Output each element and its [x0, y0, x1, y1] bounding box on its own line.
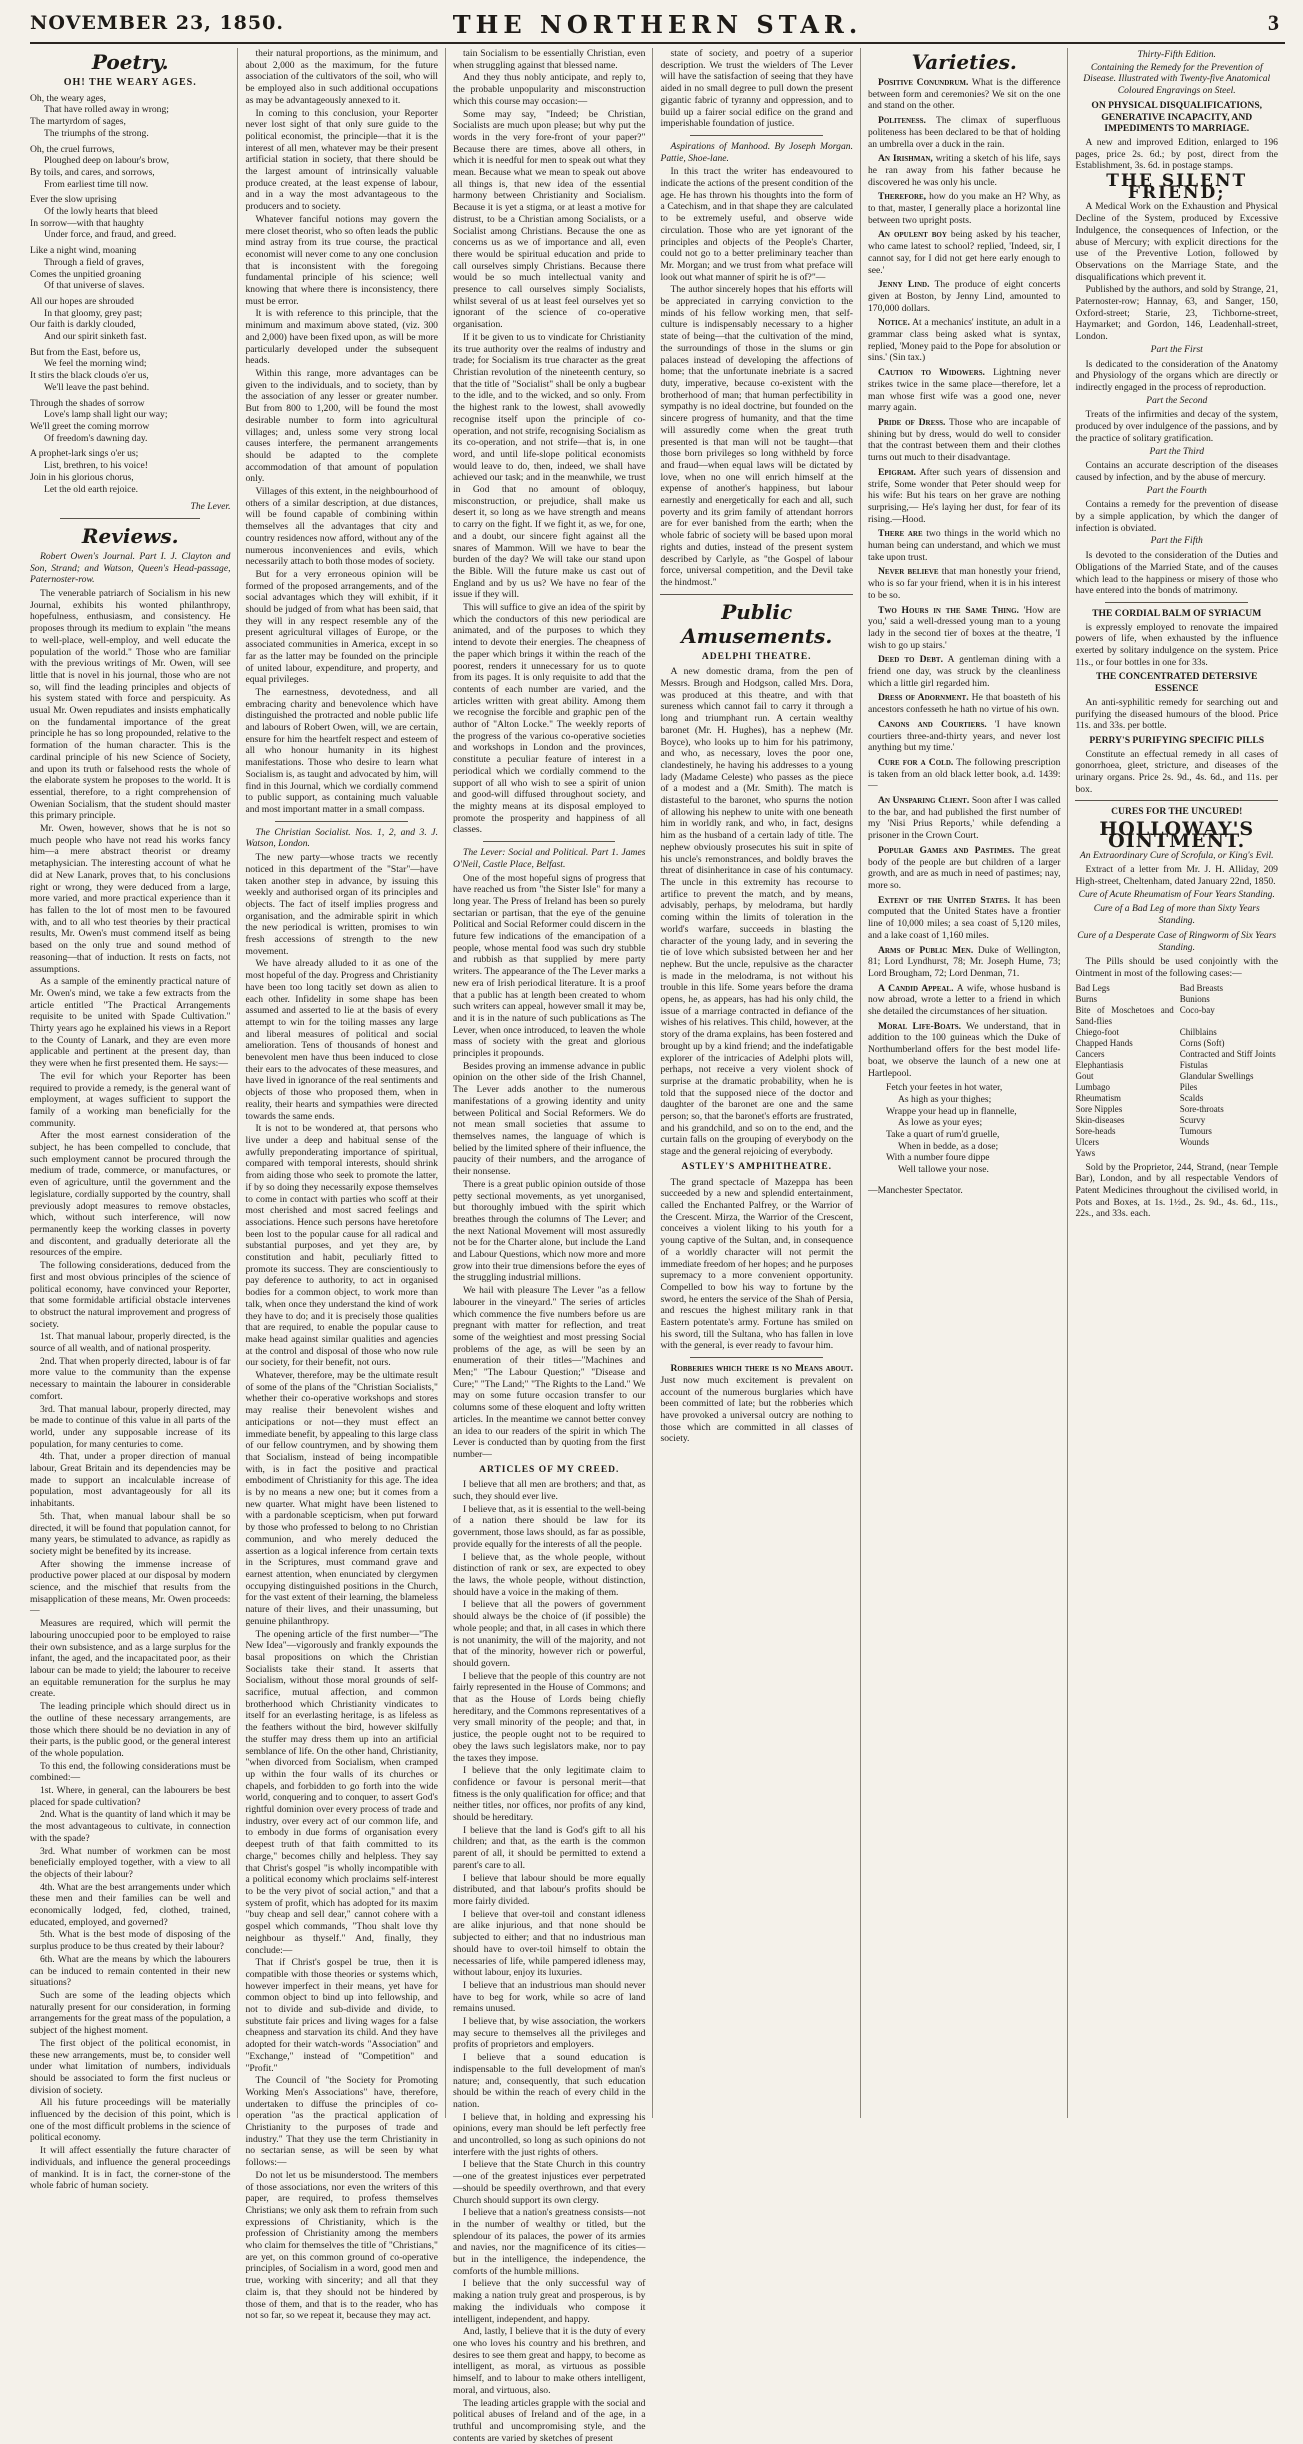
ad-title: THE SILENT FRIEND; — [1106, 171, 1248, 203]
review-paragraph: 2nd. That when properly directed, labour is of far more value to the community than the expense necessary to maintain the labourer in considerable comfort. — [30, 1355, 231, 1402]
creed-item: I believe that a nation's greatness consists—not in the number of wealthy or titled, but the splendour of its palaces, the power of its armies and navies, nor the magnificence of its cities—but in the intelligence, the independence, the comforts of the humble millions. — [452, 2207, 646, 2277]
ad-part-text: Is dedicated to the consideration of the Anatomy and Physiology of the organs which are directly or indirectly engaged in the process of reproduction. — [1075, 358, 1278, 393]
variety-lead: Politeness. — [877, 115, 926, 127]
poem-line: In sorrow—with that haughty — [30, 217, 144, 229]
ad-part-text: Contains a remedy for the prevention of disease by a simple application, by which the danger of infection is obviated. — [1075, 499, 1278, 534]
variety-lead: Popular Games and Pastimes. — [877, 844, 1015, 856]
ailment-item: Gout — [1075, 1070, 1094, 1081]
ad-part-text: Treats of the infirmities and decay of the system, produced by over indulgence of the passions, and by the practice of solitary gratification. — [1075, 409, 1278, 444]
newspaper-title: THE NORTHERN STAR. — [452, 10, 863, 39]
ad-heading: PERRY'S PURIFYING SPECIFIC PILLS — [1089, 734, 1265, 746]
variety-text: writing a sketch of his life, says he ran away from his father because he discovered he was only his uncle. — [867, 153, 1061, 188]
variety-item — [868, 719, 1061, 754]
note-heading: Robberies which there is no Means about. — [670, 1363, 853, 1375]
variety-text: We understand, that in addition to the 100 guineas which the Duke of Northumberland offers for the best model life-boat, we observe the launch of a new one at Hartlepool. — [867, 1020, 1061, 1079]
review-paragraph: Within this range, more advantages can be given to the individuals, and to society, than by the association of any lesser or greater number. But from 800 to 1,200, will be found the most desirable number to form into agricultural villages; and, unless some very strong local causes interfere, the permanent arrangements should be adapted to the complete accommodation of that amount of population only. — [245, 367, 438, 485]
theatre-paragraph: A new domestic drama, from the pen of Messrs. Brough and Hodgson, called Mrs. Dora, was produced at this theatre, and with that sureness which cannot fail to carry it through a long and triumphant run. A certain wealthy baronet (Mr. H. Hughes), has a nephew (Mr. Boyce), who looks up to him for his patrimony, and who, as necessary, loves the poor one, clandestinely, he having his addresses to a young lady (Madame Celeste) who passes as the piece of a modest and a (Mr. Smith). The match is distasteful to the baronet, who spurns the notion of allowing his nephew to unite with one beneath him in worldly rank, and who, in fact, designs him as the husband of a certain lady of title. The nephew obviously prosecutes his suit in spite of his uncle's remonstrances, and boldly braves the threat of disinheritance in case of his contumacy. The uncle in this extremity has recourse to artifice to prevent the match, and by means, advisably, perhaps, by melodrama, but hardly coming within the limits of toleration in the world's warfare, succeeds in blasting the character of the young lady, and in severing the tie of love which subsisted between her and her nephew. But the uncle, repulsive as the character is made in the melodrama, is not without his trouble in this life. Some years before the drama opens, he, as appears, has had his only child, the issue of a marriage contracted in defiance of the wishes of his relatives. This child, however, at the story of the drama explains, has been fostered and brought up by a kind friend; and the indefatigable explorer of the intricacies of Adelphi plots will, perhaps, not receive a very violent shock of surprise at the dramatic probability, when he is told that the supposed niece of the doctor and daughter of the baronet are one and the same person; so, that the baronet's efforts are frustrated, and his grandchild, and so on to the end, and the curtain falls on the grouping of everybody on the stage and the general rejoicing of everybody. — [660, 666, 853, 1158]
verse-line: As lowe as your eyes; — [897, 1117, 983, 1129]
ailment-item: Corns (Soft) — [1179, 1037, 1225, 1048]
variety-text: how do you make an H? Why, as to that, master, I generally place a horizontal line between two upright posts. — [867, 191, 1061, 226]
review-closing: The leading articles grapple with the social and political abuses of Ireland and of the age, in a truthful and uncompromising style, and the contents are varied by sketches of present — [452, 2397, 646, 2444]
poem-line: But from the East, before us, — [30, 346, 141, 358]
ad-body: Extract of a letter from Mr. J. H. Alliday, 209 High-street, Cheltenham, dated January 22nd, 1850. — [1075, 864, 1278, 887]
variety-item — [868, 153, 1061, 188]
variety-item — [868, 367, 1061, 414]
ad-publisher: Published by the authors, and sold by Strange, 21, Paternoster-row; Hannay, 63, and Sanger, 150, Oxford-street; Starie, 23, Tichborne-street, Haymarket; and Gordon, 146, Leadenhall-street, London. — [1075, 284, 1278, 343]
creed-item: I believe that the only legitimate claim to confidence or favour is personal merit—that fitness is the only qualification for office; and that neither titles, nor offices, nor profits of any kind, should be hereditary. — [452, 1765, 646, 1824]
variety-lead: Therefore, — [877, 191, 927, 203]
ad-price: A new and improved Edition, enlarged to 196 pages, price 2s. 6d.; by post, direct from the Establishment, 3s. 6d. in postage stamps. — [1075, 136, 1278, 172]
ailment-item: Glandular Swellings — [1179, 1070, 1254, 1081]
poem — [30, 93, 230, 500]
ad-part-label: Part the Fourth — [1146, 484, 1207, 496]
variety-text: Lightning never strikes twice in the same place—therefore, let a man whose first wife was a good one, never marry again. — [867, 367, 1061, 414]
poem-line: Oh, the cruel furrows, — [30, 143, 115, 155]
ailment-item: Scalds — [1179, 1092, 1204, 1103]
poem-line: Oh, the weary ages, — [30, 92, 106, 104]
ad-footer: Sold by the Proprietor, 244, Strand, (near Temple Bar), London, and by all respectable Vendors of Patent Medicines throughout the civilised world, in Pots and Boxes, at 1s. 1½d., 2s. 9d., 4s. 6d., 11s., 22s., and 33s. each. — [1075, 1161, 1278, 1220]
ailment-item: Scurvy — [1179, 1114, 1206, 1125]
verse-line: With a number foure dippe — [885, 1152, 990, 1164]
review-paragraph: tain Socialism to be essentially Christian, even when struggling against that blessed name. — [452, 48, 646, 71]
ad-part-text: Is devoted to the consideration of the Duties and Obligations of the Married State, and of the causes which lead to the happiness or misery of those who have entered into the bonds of matrimony. — [1075, 550, 1278, 597]
creed-item: I believe that all men are brothers; and that, as such, they should ever live. — [452, 1479, 646, 1503]
review-paragraph: 4th. That, under a proper direction of manual labour, Great Britain and its dependencies may be made to support an incalculable increase of population, most advantageously for all its inhabitants. — [30, 1451, 231, 1510]
variety-item — [868, 115, 1061, 150]
verse-line: Fetch your feetes in hot water, — [885, 1082, 1003, 1094]
review-paragraph: The new party—whose tracts we recently noticed in this department of the "Star"—have taken another step in advance, by issuing this weekly and authorised organ of its principles and objects. The fact of itself implies progress and organisation, and the admirable spirit in which the new periodical is written, promises to win fresh accessions of strength to the new movement. — [245, 852, 438, 957]
review-paragraph: Do not let us be misunderstood. The members of those associations, nor even the writers of this paper, are required, to profess themselves Christians; we only ask them to refrain from such expressions of Christianity, which is the profession of Christianity among the members who claim for themselves the title of "Christians," are yet, on this common ground of co-operative principles, of Socialism in a word, good men and true, working with sincerity; and all that they claim is, that they should not be hindered by those of them, and that is to the reader, who has not so far, so we repeat it, because they may act. — [245, 2169, 438, 2322]
review-paragraph: It will affect essentially the future character of individuals, and influence the general proceedings of mankind. It is in fact, the corner-stone of the whole fabric of human society. — [30, 2145, 231, 2192]
poem-line: In that gloomy, grey past; — [44, 307, 143, 319]
review-paragraph: All his future proceedings will be materially influenced by the decision of this point, which is one of the most difficult problems in the science of political economy. — [30, 2097, 231, 2144]
variety-item — [868, 566, 1061, 601]
poem-line: Through the shades of sorrow — [30, 397, 145, 409]
ad-heading: THE CONCENTRATED DETERSIVE ESSENCE — [1096, 671, 1258, 695]
divider — [1075, 800, 1277, 801]
variety-lead: Never believe — [877, 566, 939, 578]
ailment-item: Sore Nipples — [1075, 1103, 1123, 1114]
variety-lead: A Candid Appeal. — [877, 982, 954, 994]
poem-line: Comes the unpitied groaning — [30, 268, 142, 280]
review-paragraph: The following considerations, deduced from the first and most obvious principles of the science of political economy, have convinced your Reporter, that some formidable artificial obstacle intervenes to obstruct the natural improvement and progress of society. — [30, 1260, 231, 1330]
column-1 — [30, 48, 237, 2192]
ad-heading: CURES FOR THE UNCURED! — [1111, 806, 1243, 818]
review-paragraph: 3rd. That manual labour, properly directed, may be made to continue of this value in all parts of the world, under any supposable increase of its population, for many centuries to come. — [30, 1403, 231, 1450]
ailment-item: Piles — [1179, 1081, 1198, 1092]
ailment-item: Elephantiasis — [1075, 1059, 1124, 1070]
variety-item — [868, 229, 1061, 276]
ailment-item: Fistulas — [1179, 1059, 1208, 1070]
poem-line: The martyrdom of sages, — [30, 116, 126, 128]
review-paragraph: Some may say, "Indeed; be Christian, Socialists are much upon please; but why put the words in the very fore-front of your paper?" Because there are times, above all others, in which it is needful for men to speak out what they mean. Because what we mean to speak out above all things is, that new idea of the essential harmony between Christianity and Socialism. Because it is yet a stigma, or at least a motive for distrust, to be a Christian among Socialists, or a Socialist among Christians. Because the one as concerns us as we of importance and all, even there would be spiritual education and pride to call ourselves simply Christians. Because there would be so much intellectual vanity and presence to call ourselves simply Socialists, whilst several of us at least feel ourselves yet so ignorant of the science of co-operative organisation. — [452, 108, 646, 331]
ailment-item: Chapped Hands — [1075, 1037, 1133, 1048]
variety-text: being asked by his teacher, who came latest to school? replied, 'Indeed, sir, I cannot say, for I did not get here early enough to see.' — [867, 229, 1061, 276]
columns — [30, 48, 1285, 2444]
review-paragraph: The Council of "the Society for Promoting Working Men's Associations" have, therefore, undertaken to diffuse the principles of co-operation "as the practical application of Christianity to the purposes of trade and industry." That they use the term Christianity in no sectarian sense, as will be seen by what follows:— — [245, 2075, 438, 2169]
ad-part-label: Part the Second — [1146, 394, 1208, 406]
review-paragraph: The venerable patriarch of Socialism in his new Journal, exhibits his wonted philanthropy, hopefulness, enthusiasm, and consistency. He proposes through its medium to explain "the means to well-place, well-employ, and well educate the population of the world." Those who are familiar with the previous writings of Mr. Owen, will see little that is novel in his journal, those who are not so, will find the leading principles and objects of his system stated with force and perspicuity. As usual Mr. Owen repudiates and insists emphatically on the fundamental importance of the great principle he has so long propounded, relative to the formation of the human character. This is the cardinal principle of his new Science of Society, and upon its truth or falsehood rests the whole of the elaborate system he proposes to the world. It is essential, therefore, to a right comprehension of Owenian Socialism, that the student should master this primary principle. — [30, 588, 231, 822]
ailment-item: Sore-throats — [1179, 1103, 1224, 1114]
poem-line: By toils, and cares, and sorrows, — [30, 166, 155, 178]
variety-text: two things in the world which no human being can understand, and which we must take upon trust. — [867, 528, 1061, 563]
poem-line: Of freedom's dawning day. — [44, 432, 148, 444]
variety-text: 'I have known courtiers three-and-thirty years, and never lost anything but my time.' — [867, 718, 1061, 754]
poem-line: It stirs the black clouds o'er us, — [30, 370, 149, 382]
review-paragraph: In this tract the writer has endeavoured to indicate the actions of the present condition of the age. He has thrown his thoughts into the form of a Catechism, and in that shape they are calculated to be extremely useful, and observe wide circulation. Those who are yet ignorant of the principles and objects of the People's Charter, could not go to a better preliminary teacher than Mr. Morgan; and we trust from what preface will look out what manner of spirit he is of?"— — [660, 166, 853, 283]
review-paragraph: To this end, the following considerations must be combined:— — [30, 1760, 231, 1784]
poem-title: OH! THE WEARY AGES. — [63, 77, 197, 88]
verse-line: As high as your thighes; — [897, 1093, 992, 1105]
variety-lead: Pride of Dress. — [877, 416, 946, 428]
ad-body: Constitute an effectual remedy in all cases of gonorrhoea, gleet, stricture, and diseases of the urinary organs. Price 2s. 9d., 4s. 6d., and 11s. per box. — [1075, 748, 1278, 795]
verse-line: Take a quart of rum'd gruelle, — [885, 1129, 1000, 1141]
ailment-item: Skin-diseases — [1075, 1114, 1125, 1125]
review-paragraph: In coming to this conclusion, your Reporter never lost sight of that only sure guide to the political economist, the principle—that it is the interest of all men, whatever may be their present artificial station in society, that there should be the largest amount of intrinsically valuable produce created, at the least expense of labour, and in a way the most advantageous to the producers and to society. — [245, 107, 438, 213]
poem-line: Ploughed deep on labour's brow, — [44, 155, 170, 167]
ailment-item: Burns — [1075, 993, 1097, 1004]
variety-lead: Epigram. — [877, 466, 916, 478]
variety-lead: Two Hours in the Same Thing. — [877, 604, 1019, 616]
variety-text: A gentleman dining with a friend one day, was struck by the cleanliness which a little girl regarded him. — [867, 654, 1061, 689]
variety-lead: Deed to Debt. — [877, 654, 943, 666]
variety-text: Duke of Wellington, 81; Lord Lyndhurst, 78; Mr. Joseph Hume, 73; Lord Brougham, 72; Lord Denman, 71. — [867, 944, 1061, 979]
variety-item — [868, 77, 1061, 112]
review-paragraph: But for a very erroneous opinion will be formed of the proposed arrangements, and of the social advantages which they will exhibit, if it should be judged of from what has been said, that they will in any respect resemble any of the present agricultural villages of Europe, or the associated communities in America, except in so far as the latter may be founded on the principle of united labour, expenditure, and property, and equal privileges. — [245, 568, 438, 686]
variety-text: The climax of superfluous politeness has been declared to be that of holding an umbrella over a duck in the rain. — [867, 115, 1061, 150]
review-paragraph: 1st. That manual labour, properly directed, is the source of all wealth, and of national prosperity. — [30, 1331, 231, 1355]
variety-text: The great body of the people are but children of a larger growth, and are as much in need of pastimes; nay, more so. — [867, 844, 1061, 891]
variety-item — [868, 795, 1061, 842]
poem-line: The triumphs of the strong. — [44, 127, 149, 139]
creed-heading: ARTICLES OF MY CREED. — [479, 1464, 620, 1475]
variety-lead: Dress of Adornment. — [877, 692, 969, 704]
ad-subtitle: An Extraordinary Cure of Scrofula, or King's Evil. — [1079, 849, 1274, 861]
review-title: The Lever: Social and Political. Part 1. James O'Neil, Castle Place, Belfast. — [452, 847, 646, 870]
variety-lead: Extent of the United States. — [877, 894, 1011, 906]
poem-line: Of the lowly hearts that bleed — [44, 206, 158, 218]
variety-lead: Caution to Widowers. — [877, 367, 985, 379]
variety-text: It has been computed that the United States have a frontier line of 10,000 miles; a sea coast of 5,120 miles, and a lake coast of 1,160 miles. — [867, 894, 1061, 941]
variety-text: 'How are you,' said a well-dressed young man to a young lady in the second tier of boxes at the theatre, 'I wish to go up stairs.' — [867, 604, 1061, 651]
review-title: The Christian Socialist. Nos. 1, 2, and 3. J. Watson, London. — [245, 826, 438, 850]
creed-item: I believe that, by wise association, the workers may secure to themselves all the privileges and profits of proprietors and employers. — [452, 2016, 646, 2051]
review-continued — [660, 48, 853, 130]
ad-parts — [1075, 344, 1277, 597]
ailment-item: Sore-heads — [1075, 1125, 1116, 1136]
poem-line: Our faith is darkly clouded, — [30, 319, 136, 331]
review-paragraph: The leading principle which should direct us in the outline of these necessary arrangements, are those which there should be no deviation in any of their parts, is the public good, or the general interest of the whole population. — [30, 1701, 231, 1759]
ad-part-text: Contains an accurate description of the diseases caused by infection, and by the abuse of mercury. — [1075, 460, 1278, 483]
review-paragraph: Measures are required, which will permit the labouring unoccupied poor to be employed to raise their own subsistence, and as a large surplus for the infant, the aged, and the incapacitated poor, as their labour can be made to yield; the labourer to receive an equitable remuneration for the surplus he may create. — [30, 1618, 231, 1700]
ailment-item: Lumbago — [1075, 1081, 1110, 1092]
section-varieties-heading: Varieties. — [911, 50, 1017, 74]
verse-line: Well tallowe your nose. — [897, 1164, 989, 1176]
ailment-item: Cancers — [1075, 1048, 1105, 1059]
poem-line: Under force, and fraud, and greed. — [44, 229, 177, 241]
poem-source: The Lever. — [190, 501, 231, 513]
ailment-item: Bunions — [1179, 993, 1210, 1004]
poem-line: Through a field of graves, — [44, 256, 144, 268]
review-paragraph: 6th. What are the means by which the labourers can be induced to remain contented in their new situations? — [30, 1953, 231, 1989]
poem-line: We'll greet the coming morrow — [30, 420, 150, 432]
ailment-item: Bad Legs — [1075, 982, 1110, 993]
poem-line: Ever the slow uprising — [30, 194, 117, 206]
verse-line: When in bedde, as a dose; — [897, 1140, 999, 1152]
creed-item: I believe that the State Church in this country—one of the greatest injustices ever perpetrated—should be speedily overthrown, and that every Church should support its own clergy. — [452, 2159, 646, 2206]
review-paragraph: Whatever fanciful notions may govern the mere closet theorist, who so often leads the public mind astray from its true course, the practical economist will never come to any one conclusion that is inconsistent with the foregoing fundamental principle of his science; well knowing that where there is inconsistency, there must be error. — [245, 213, 438, 307]
theatre-heading: ADELPHI THEATRE. — [701, 651, 812, 662]
poem-line: Like a night wind, moaning — [30, 245, 137, 257]
ailment-item: Chiego-foot — [1075, 1026, 1119, 1037]
review-paragraph: We have already alluded to it as one of the most hopeful of the day. Progress and Christianity have been too long tacitly set down as alien to each other. Infidelity in some shape has been assumed and asserted to lie at the basis of every attempt to win for the toiling masses any large and liberal measures of political and social amelioration. Tens of thousands of honest and benevolent men have thus been induced to close their ears to the advocates of these measures, and have lived in ignorance of the real sentiments and objects of those who proposed them, when in reality, their hearts and sympathies were directed towards the same ends. — [245, 958, 438, 1122]
review-paragraph: Such are some of the leading objects which naturally present for our consideration, in forming arrangements for the great mass of the population, a subject of the highest moment. — [30, 1989, 231, 2037]
poem-line: We'll leave the past behind. — [44, 381, 150, 393]
column-3 — [445, 48, 653, 2444]
review-paragraph: 5th. What is the best mode of disposing of the surplus produce to be thus created by their labour? — [30, 1929, 231, 1953]
column-2 — [237, 48, 445, 2322]
divider — [483, 841, 616, 842]
poem-line: Join in his glorious chorus, — [30, 471, 134, 483]
section-reviews-heading: Reviews. — [81, 523, 179, 548]
review-paragraph: 4th. What are the best arrangements under which these men and their families can be well and economically lodged, fed, clothed, trained, educated, employed, and governed? — [30, 1881, 231, 1928]
variety-lead: An Unsparing Client. — [877, 795, 970, 807]
section-poetry-heading: Poetry. — [91, 50, 169, 74]
review-paragraph: Whatever, therefore, may be the ultimate result of some of the plans of the "Christian Socialists," whether their co-operative workshops and stores may realise their benevolent wishes and anticipations or not—they must effect an immediate benefit, by appealing to this large class of our fellow countrymen, and by showing them that Socialism, instead of being incompatible with, is in fact the positive and practical embodiment of Christianity for this age. The idea is by no means a new one; but it comes from a new quarter. What might have been listened to with a pardonable scepticism, when put forward by those who professed to belong to no Christian communion, and who merely deduced the assertion as a logical inference from certain texts in the Scriptures, must command grave and earnest attention, when enunciated by clergymen occupying distinguished positions in the Church, for the vast extent of their learning, the blameless nature of their lives, and their unassuming, but genuine philanthropy. — [245, 1370, 438, 1627]
column-5 — [860, 48, 1068, 2118]
review-body — [660, 166, 853, 588]
poem-line: List, brethren, to his voice! — [44, 460, 148, 472]
ad-body: A Medical Work on the Exhaustion and Physical Decline of the System, produced by Excessive Indulgence, the consequences of Infection, or the abuse of Mercury; with explicit directions for the use of the Preventive Lotion, followed by Observations on the Marriage State, and the disqualifications which prevent it. — [1075, 201, 1278, 283]
ad-heading: ON PHYSICAL DISQUALIFICATIONS, GENERATIVE INCAPACITY, AND IMPEDIMENTS TO MARRIAGE. — [1091, 99, 1263, 135]
review-paragraph: It is not to be wondered at, that persons who live under a deep and habitual sense of the awfully preponderating importance of spiritual, compared with temporal interests, should shrink from aiding those who seek to promote the latter, if by so doing they necessarily expose themselves to come in contact with parties who scoff at their most cherished and most sacred feelings and associations. Hence such persons have heretofore been lost to the popular cause for all radical and substantial purposes, and yet they are, by constitution and habit, peculiarly fitted to promote its success. They are conscientiously to pay deference to authority, to act in organised bodies for a common object, to work more than talk, when once they understand the kind of work they have to do; and it is precisely those qualities that are required, to enable the popular cause to make head against similar qualities and agencies at the control and disposal of those who now rule our society, for their benefit, not ours. — [245, 1123, 438, 1369]
divider — [60, 518, 200, 519]
review-body — [30, 588, 230, 2192]
creed-item: And, lastly, I believe that it is the duty of every one who loves his country and his brethren, and desires to see them great and happy, to become as intelligent, as moral, as virtuous as possible himself, and to labour to make others intelligent, moral, and virtuous, also. — [452, 2326, 646, 2396]
ad-body: An anti-syphilitic remedy for searching out and purifying the diseased humours of the blood. Price 11s. and 33s. per bottle. — [1075, 696, 1278, 732]
review-paragraph: 2nd. What is the quantity of land which it may be the most advantageous to cultivate, in connection with the spade? — [30, 1809, 231, 1844]
variety-lead: An Irishman, — [877, 153, 933, 165]
variety-item — [868, 1021, 1061, 1080]
variety-item — [868, 467, 1061, 526]
ailment-item: Bad Breasts — [1179, 982, 1223, 993]
variety-item — [868, 417, 1061, 464]
review-paragraph: 5th. That, when manual labour shall be so directed, it will be found that population cannot, for many years, be stimulated to advance, as rapidly as society might be benefited by its increase. — [30, 1510, 231, 1557]
variety-text: At a mechanics' institute, an adult in a grammar class being asked what is syntax, replied, 'Money paid to the Pope for absolution or sins.' (Sin tax.) — [867, 317, 1061, 364]
review-paragraph: After the most earnest consideration of the subject, he has been compelled to conclude, that such employment cannot be procured through the medium of trade, commerce, or manufactures, or even of agriculture, until the government and the legislature, cordially supported by the country, shall previously adopt measures to remove obstacles, which, without such interference, will now permanently keep the working classes in poverty and discontent, and gradually deteriorate all the resources of the empire. — [30, 1130, 231, 1259]
variety-lead: Jenny Lind. — [877, 279, 930, 291]
variety-text: The following prescription is taken from an old black letter book, a.d. 1439:— — [867, 756, 1061, 792]
creed-item: I believe that all the powers of government should always be the choice of (if possible) the whole people; and that, in all cases in which there is not unanimity, the will of the majority, and not that of the minority, however rich or powerful, should govern. — [452, 1599, 646, 1669]
variety-lead: Arms of Public Men. — [877, 944, 974, 956]
review-continued — [453, 48, 646, 836]
theatre-heading: ASTLEY'S AMPHITHEATRE. — [681, 1161, 833, 1172]
ailment-item: Ulcers — [1075, 1136, 1099, 1147]
review-paragraph: After showing the immense increase of productive power placed at our disposal by modern science, and the mischief that results from the misapplication of these means, Mr. Owen proceeds:— — [30, 1558, 231, 1617]
variety-item — [868, 692, 1061, 715]
variety-item — [868, 983, 1061, 1018]
theatre-paragraph: The grand spectacle of Mazeppa has been succeeded by a new and splendid entertainment, called the Enchanted Palfrey, or the Warrior of the Crescent. Mirza, the Warrior of the Crescent, conceives a violent liking to his youth for a young captive of the Sultan, and, in consequence of a worldly character will not permit the immediate freedom of her hopes; and he purposes supremacy to a more convenient opportunity. Compelled to bow his way to fortune by the sword, he enters the service of the Shah of Persia, and rescues the highest military rank in that Eastern potentate's army. Fortune has smiled on his sword, till the Sultana, who has fallen in love with the general, is ever ready to favour him. — [660, 1176, 853, 1352]
divider — [690, 1357, 823, 1358]
poem-line: Let the old earth rejoice. — [44, 483, 139, 495]
ad-subtitle: Containing the Remedy for the Prevention of Disease. Illustrated with Twenty-five Anatomical Coloured Engravings on Steel. — [1083, 61, 1271, 97]
variety-text: After such years of dissension and strife, Some wonder that Peter should weep for his wife: But his tears on her grave are nothing surprising,— He's laying her dust, for fear of its rising.—Hood. — [867, 466, 1061, 525]
ad-body: is expressly employed to renovate the impaired powers of life, when exhausted by the influence exerted by solitary indulgence on the system. Price 11s., or four bottles in one for 33s. — [1075, 621, 1278, 668]
review-paragraph: The first object of the political economist, in these new arrangements, must be, to consider well under what limitation of numbers, individuals should be associated to form the first nucleus or division of society. — [30, 2037, 231, 2096]
variety-text: Soon after I was called to the bar, and had published the first number of my 'Nisi Prius Reports,' while defending a prisoner in the Crown Court. — [867, 795, 1061, 842]
poem-line: All our hopes are shrouded — [30, 295, 134, 307]
masthead — [30, 8, 1285, 44]
poem-line: A prophet-lark sings o'er us; — [30, 448, 139, 460]
note-text: Just now much excitement is prevalent on account of the numerous burglaries which have been committed of late; but the robberies which have provoked a universal outcry are nothing to those which are committed in all classes of society. — [660, 1374, 853, 1445]
variety-item — [868, 895, 1061, 942]
review-paragraph: As a sample of the eminently practical nature of Mr. Owen's mind, we take a few extracts from the article entitled "The Practical Arrangements requisite to be united with Spade Cultivation." Thirty years ago he explained his views in a Report to the County of Lanark, and they are even more applicable and pertinent at the present day, than they were when he first presented them. He says:— — [30, 976, 231, 1070]
creed-item: I believe that over-toil and constant idleness are alike injurious, and that none should be subjected to either; and that no industrious man should have to over-toil himself to obtain the necessaries of life, while pampered idleness may, without labour, enjoy its luxuries. — [452, 1908, 646, 1979]
variety-item — [868, 528, 1061, 563]
poem-line: That have rolled away in wrong; — [44, 104, 169, 116]
column-4 — [652, 48, 860, 2118]
ailment-item: Bite of Moschetoes and Sand-flies — [1075, 1004, 1174, 1026]
variety-text: Those who are incapable of shining but by dress, would do well to consider that the contrast between them and their clothes turns out much to their disadvantage. — [867, 416, 1061, 464]
variety-lead: Canons and Courtiers. — [877, 718, 987, 730]
review-paragraph: Mr. Owen, however, shows that he is not so much people who have not read his works fancy him—a mere abstract theorist or dreamy metaphysician. The interesting account of what he did at New Lanark, proves that, to his conclusions right or wrong, they were deduced from a large, more varied, and more practical experience than it has fallen to the lot of most men to be favoured with, and to all who test theories by their practical results, Mr. Owen's must commend itself as being based on the only true and sound method of reasoning—that of induction. It rests on facts, not assumptions. — [30, 823, 231, 975]
note-item — [660, 1363, 853, 1445]
ailment-item: Yaws — [1075, 1147, 1096, 1158]
variety-item — [868, 317, 1061, 364]
ad-case: Cure of a Bad Leg of more than Sixty Years Standing. — [1093, 903, 1260, 927]
review-paragraph: The evil for which your Reporter has been required to provide a remedy, is the general want of employment, at wages sufficient to support the family of a working man beneficially for the community. — [30, 1070, 231, 1129]
variety-text: A wife, whose husband is now abroad, wrote a letter to a friend in which she detailed the circumstances of her situation. — [867, 982, 1061, 1018]
review-body — [245, 852, 438, 2322]
ailment-item: Wounds — [1179, 1136, 1209, 1147]
variety-item — [868, 279, 1061, 314]
review-title: Aspirations of Manhood. By Joseph Morgan. Pattie, Shoe-lane. — [660, 140, 853, 164]
issue-date: NOVEMBER 23, 1850. — [30, 12, 284, 34]
variety-text: What is the difference between form and ceremonies? We sit on the one and stand on the other. — [867, 77, 1061, 112]
review-paragraph: One of the most hopeful signs of progress that have reached us from "the Sister Isle" for many a long year. The Press of Ireland has been so purely sectarian or partisan, that the eye of the genuine Political and Social Reformer could discern in the future few indications of the emancipation of a people, whose mental food was such dry stubble and rubbish as that supplied by mere party writers. The appearance of the The Lever marks a new era of Irish periodical literature. It is a proof that a public has at length been created to whom such writers can appeal, however small it may be, and it is in the nature of such publications as The Lever, when once introduced, to leaven the whole mass of society with the great and glorious principles it propounds. — [452, 872, 646, 1060]
variety-text: The produce of eight concerts given at Boston, by Jenny Lind, amounted to 170,000 dollars. — [867, 279, 1061, 314]
variety-lead: An opulent boy — [877, 229, 947, 241]
ad-case: Cure of a Desperate Case of Ringworm of Six Years Standing. — [1077, 929, 1277, 953]
creed-item: I believe that, as the whole people, without distinction of rank or sex, are expected to obey the laws, the whole people, without distinction, should have a voice in the making of them. — [452, 1551, 646, 1598]
ailment-item: Tumours — [1179, 1125, 1212, 1136]
ad-title: HOLLOWAY'S OINTMENT. — [1099, 818, 1255, 852]
variety-text: He that boasteth of his ancestors confesseth he hath no virtue of his own. — [867, 692, 1061, 716]
ailment-item: Rheumatism — [1075, 1092, 1121, 1103]
poem-line: We feel the morning wind; — [44, 358, 147, 370]
column-6-advertisements — [1067, 48, 1284, 2118]
poem-line: Of that universe of slaves. — [44, 280, 145, 292]
variety-lead: Cure for a Cold. — [877, 756, 954, 768]
review-paragraph: That if Christ's gospel be true, then it is compatible with those theories or systems which, however imperfect in their means, yet have for common object to bind up into fellowship, and not to divide and sub-divide and divide, to substitute fair prices and living wages for a false cheapness and starvation its child. And they have adopted for their watch-words "Association" and "Exchange," instead of "Competition" and "Profit." — [245, 1957, 438, 2074]
poem-line: Love's lamp shall light our way; — [44, 409, 168, 421]
creed-item: I believe that the land is God's gift to all his children; and that, as the earth is the common parent of all, it should be permitted to extend a parent's care to all. — [452, 1824, 646, 1871]
review-paragraph: This will suffice to give an idea of the spirit by which the conductors of this new periodical are animated, and of the purposes to which they intend to devote their energies. The cheapness of the paper which brings it within the reach of the poorest, renders it unnecessary for us to quote from its pages. It is only requisite to add that the contents of each number are varied, and the articles written with great ability. Among them we recognise the forcible and graphic pen of the author of "Alton Locke." The weekly reports of the progress of the various co-operative societies and workshops in London and the provinces, constitute a peculiar feature of interest in a periodical which we cordially commend to the support of all who wish to see a spirit of union and good-will diffused throughout society, and the mighty means at its disposal employed to promote the prosperity and happiness of all classes. — [452, 602, 646, 836]
creed-item: I believe that labour should be more equally distributed, and that labour's profits should be more fairly divided. — [452, 1872, 646, 1907]
review-paragraph: 3rd. What number of workmen can be most beneficially employed together, with a view to all the objects of their labour? — [30, 1845, 231, 1880]
review-paragraph: If it be given to us to vindicate for Christianity its true authority over the realms of industry and trade; for Socialism its true character as the great Christian revolution of the nineteenth century, so that the title of "Socialist" shall be only a bugbear to the idle, and to the wicked, and so only. From the highest rank to the lowest, shall avowedly recognise itself upon the principle of co-operation, and not strife, recognising Socialism as its co-operation, and not strife—that is, in one word, and until life-slope political economists would leave to do, then, indeed, we shall have achieved our task; and in the meanwhile, we trust in God that no amount of obloquy, misconstruction, or prejudice, shall make us desert it, so long as we have strength and means to carry on the fight. If we fight it, as we, for one, and a doubt, our sincere fight against all the snares of Mammon. Will we have to bear the burden of the day? We will take our stand upon the Bible. Will the future make us cast out of England and by us us? We have no fear of the issue if they will. — [452, 331, 646, 601]
creed-item: I believe that, as it is essential to the well-being of a nation there should be law for its government, those laws should, as far as possible, provide equally for the interests of all the people. — [452, 1503, 646, 1550]
ad-part-label: Part the Fifth — [1150, 535, 1203, 547]
review-paragraph: Besides proving an immense advance in public opinion on the other side of the Irish Channel, The Lever adds another to the numerous manifestations of a growing identity and unity between Political and Social Reformers. We do not mean small societies that assume to themselves names, the language of which is belied by the limited sphere of their influence, the paucity of their numbers, and the arrogance of their nonsense. — [452, 1060, 646, 1178]
poem-line: From earliest time till now. — [44, 178, 149, 190]
ailments-table — [1075, 983, 1277, 1159]
ad-part-label: Part the First — [1150, 343, 1203, 355]
review-paragraph: It is with reference to this principle, that the minimum and maximum above stated, (viz. 300 and 2,000) have been fixed upon, as will be more particularly developed under the subsequent heads. — [245, 308, 438, 367]
review-paragraph: And they thus nobly anticipate, and reply to, the probable unpopularity and misconstruction which this course may occasion:— — [452, 72, 646, 107]
poem-line: And our spirit sinketh fast. — [44, 331, 147, 343]
review-paragraph: We hail with pleasure The Lever "as a fellow labourer in the vineyard." The series of articles which commence the five numbers before us are pregnant with matter for reflection, and treat some of the weightiest and most pressing Social problems of the age, as will be seen by an enumeration of their titles—"Machines and Men;" "The Labour Question;" "Disease and Cure;" "The Land;" "The Rights to the Land." We may on some future occasion transfer to our columns some of these eloquent and lofty written articles. In the meantime we cannot better convey an idea to our readers of the spirit in which The Lever is conducted than by quoting from the first number— — [452, 1285, 646, 1460]
variety-item — [868, 945, 1061, 980]
ad-case: Cure of Acute Rheumatism of Four Years Standing. — [1078, 888, 1275, 900]
variety-lead: There are — [877, 528, 923, 540]
cold-verse — [868, 1082, 1061, 1176]
page-number: 3 — [1268, 10, 1279, 35]
review-paragraph: their natural proportions, as the minimum, and about 2,000 as the maximum, for the future association of the cultivators of the soil, who will be employed also in such additional occupations as may be advantageously annexed to it. — [245, 48, 438, 106]
variety-item — [868, 191, 1061, 226]
divider — [1105, 602, 1247, 603]
creed-item: I believe that an industrious man should never have to beg for work, while so acre of land remains unused. — [452, 1979, 646, 2015]
review-title: Robert Owen's Journal. Part I. J. Clayton and Son, Strand; and Watson, Queen's Head-passage, Paternoster-row. — [30, 550, 231, 586]
review-paragraph: 1st. Where, in general, can the labourers be best placed for spade cultivation? — [30, 1785, 231, 1808]
variety-item — [868, 845, 1061, 892]
divider — [690, 135, 823, 136]
variety-lead: Notice. — [877, 317, 910, 329]
variety-item — [868, 605, 1061, 652]
review-paragraph: Villages of this extent, in the neighbourhood of others of a similar description, at due distances, will be found capable of combining within themselves all the advantages that city and country residences now afford, without any of the numerous inconveniences and evils, which necessarily attach to both those modes of society. — [245, 486, 438, 568]
section-public-amusements-heading: Public Amusements. — [681, 599, 833, 648]
ad-edition: Thirty-Fifth Edition. — [1137, 49, 1216, 60]
ad-part-label: Part the Third — [1149, 445, 1204, 457]
creed-item: I believe that the people of this country are not fairly represented in the House of Commons; and that as the House of Lords being chiefly hereditary, and the Commons representatives of a very small minority of the people; and that, in justice, the people ought not to be required to obey the laws such legislators make, nor to pay the taxes they impose. — [452, 1670, 646, 1764]
review-continued — [245, 48, 438, 816]
review-paragraph: The earnestness, devotedness, and all embracing charity and benevolence which have distinguished the protracted and noble public life and labours of Robert Owen, will, we are certain, ensure for him the heartfelt respect and esteem of all who honour humanity in its highest manifestations. Those who desire to learn what Socialism is, as taught and advocated by him, will find in this Journal, which we cordially commend to public support, as containing much valuable and most important matter in a small compass. — [245, 686, 438, 815]
variety-item — [868, 654, 1061, 689]
ailment-item: Contracted and Stiff Joints — [1179, 1048, 1276, 1059]
review-paragraph: There is a great public opinion outside of those petty sectional movements, as yet unorganised, but thoroughly imbued with the spirit which breathes through the columns of The Lever; and the next National Movement will most assuredly not be for the Charter alone, but include the Land and Labour Questions, which now more and more grow into their true dimensions before the eyes of the struggling industrial millions. — [452, 1178, 646, 1284]
verse-line: Wrappe your head up in flannelle, — [885, 1105, 1017, 1117]
creed-item: I believe that, in holding and expressing his opinions, every man should be left perfectly free and uncontrolled, so long as such opinions do not interfere with the just rights of others. — [452, 2111, 646, 2158]
varieties-list — [868, 77, 1061, 1079]
divider — [660, 594, 853, 595]
creed-list — [453, 1479, 646, 2396]
theatre-review — [660, 1177, 853, 1353]
review-paragraph: state of society, and poetry of a superior description. We trust the wielders of The Lever will have the satisfaction of seeing that they have aided in no small degree to pull down the present gigantic fabric of tyranny and oppression, and to build up a fairer social edifice on the grand and imperishable foundation of justice. — [660, 48, 853, 130]
review-paragraph: The author sincerely hopes that his efforts will be appreciated in carrying conviction to the minds of his fellow working men, that self-culture is indispensably necessary to a higher state of being—that the cultivation of the mind, the surroundings of those in the slums or gin palaces instead of developing the affections of home; that the unfortunate inebriate is a sacred duty, imperative, because co-existent with the brotherhood of man; that human perfectibility in sympathy is no ideal doctrine, but founded on the sincere progress of humanity, and that the time will assuredly come when the great truth presented is that man will not be taught—that those born privileges so long withheld by force and fraud—when equal laws will be dictated by love, when no one will enrich himself at the expense of another's happiness, but labour earnestly and energetically for each and all, such poverty and its grim family of attendant horrors are for ever banished from the earth; when the whole fabric of society will be based upon moral rights and duties, instead of the present system described by Carlyle, as "the Gospel of labour force, universal competition, and the Devil take the hindmost." — [660, 284, 853, 588]
variety-item — [868, 757, 1061, 792]
ad-heading: THE CORDIAL BALM OF SYRIACUM — [1092, 607, 1262, 619]
variety-text: that man honestly your friend, who is so far your friend, when it is in his interest to be so. — [867, 566, 1061, 601]
divider — [275, 821, 408, 822]
creed-item: I believe that the only successful way of making a nation truly great and prosperous, is by making the individuals who compose it intelligent, independent, and happy. — [452, 2278, 646, 2325]
review-paragraph: The opening article of the first number—"The New Idea"—vigorously and frankly expounds the basal propositions on which the Christian Socialists take their stand. It asserts that Socialism, without those moral grounds of self-sacrifice, mutual affection, and common brotherhood which Christianity vindicates to itself for an everlasting heritage, is as lifeless as the feathers without the bird, however skilfully the stuffer may dress them up into an artificial semblance of life. On the other hand, Christianity, "when divorced from Socialism, when cramped up within the four walls of its churches or chapels, and forbidden to go forth into the wide world, conquering and to conquer, to assert God's rightful dominion over every process of trade and industry, over every act of our common life, and to embody in due forms of organisation every deepest truth of that faith committed to its charge," becomes chilly and helpless. They say that Christ's gospel "is wholly incompatible with a political economy which proclaims self-interest to be the very pivot of social action," and that a system of profit, which has adopted for its maxim "buy cheap and sell dear," cannot cohere with a gospel which commands, "Thou shalt love thy neighbour as thyself." And, finally, they conclude:— — [245, 1628, 438, 1956]
review-body — [453, 873, 646, 1461]
ailment-item: Chilblains — [1179, 1026, 1217, 1037]
creed-item: I believe that a sound education is indispensable to the full development of man's nature; and, consequently, that such education should be within the reach of every child in the nation. — [452, 2052, 646, 2110]
variety-lead: Positive Conundrum. — [877, 77, 969, 88]
theatre-review — [660, 666, 853, 1158]
ad-table-intro: The Pills should be used conjointly with the Ointment in most of the following cases:— — [1075, 956, 1278, 979]
varieties-source: —Manchester Spectator. — [867, 1185, 963, 1197]
variety-lead: Moral Life-Boats. — [877, 1020, 962, 1032]
ailment-item: Coco-bay — [1179, 1004, 1215, 1015]
